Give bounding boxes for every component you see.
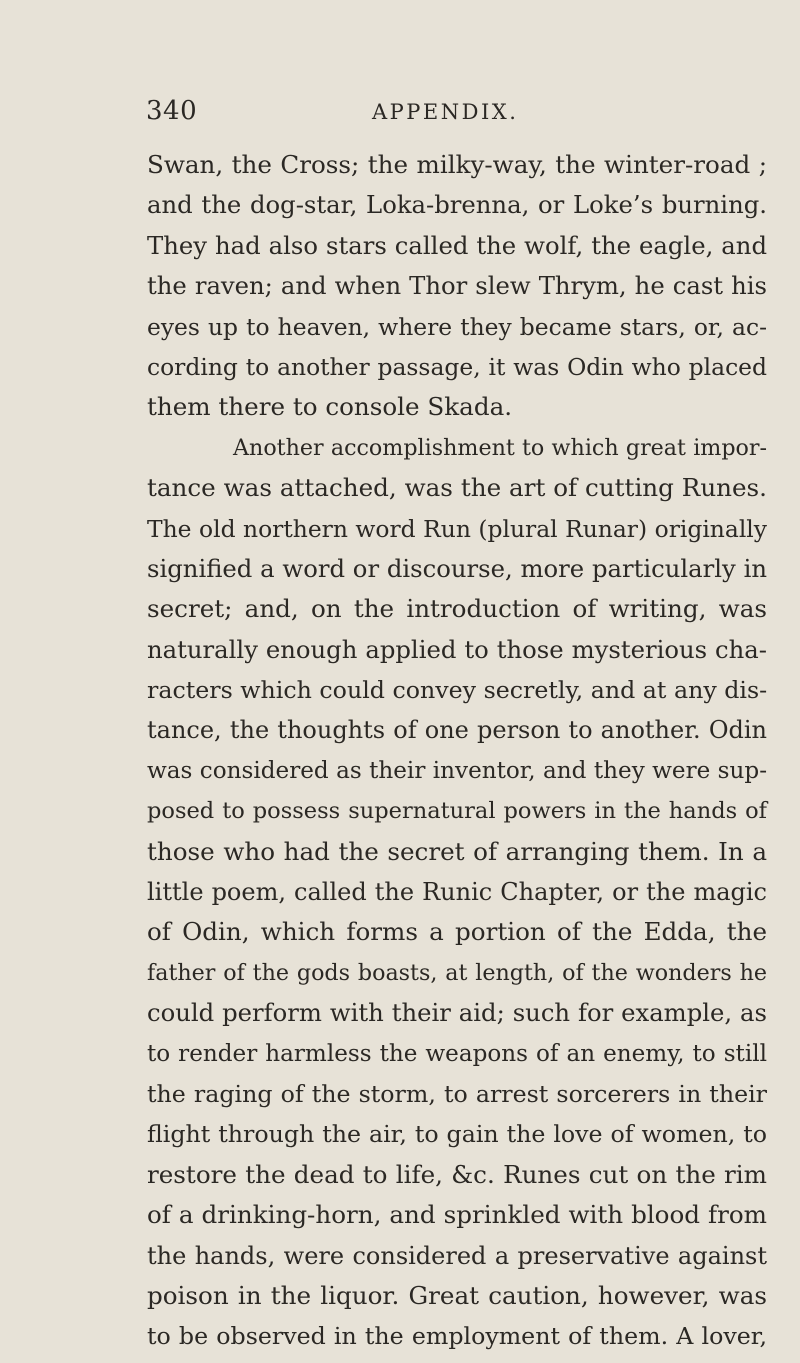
text-line: of a drinking-horn, and sprinkled with blood from — [147, 1200, 767, 1230]
text-line: racters which could convey secretly, and at any dis- — [147, 676, 768, 705]
text-line: the raging of the storm, to arrest sorcerers in their — [147, 1079, 767, 1108]
text-line: eyes up to heaven, where they became stars, or, ac- — [147, 312, 767, 341]
text-line: the hands, were considered a preservative against — [147, 1241, 767, 1270]
text-line: secret; and, on the introduction of writing, was — [147, 594, 767, 624]
text-line: cording to another passage, it was Odin who placed — [147, 352, 767, 381]
text-line: them there to console Skada. — [147, 392, 513, 422]
page-header — [0, 96, 800, 136]
text-line: flight through the air, to gain the love of women, to — [147, 1120, 767, 1149]
text-line: and the dog-star, Loka-brenna, or Loke’s burning. — [147, 190, 767, 220]
text-line: restore the dead to life, &c. Runes cut on the rim — [147, 1159, 767, 1189]
text-line: The old northern word Run (plural Runar) originally — [147, 514, 767, 543]
text-line: naturally enough applied to those mysterious cha- — [147, 634, 767, 664]
text-line: They had also stars called the wolf, the eagle, and — [147, 230, 767, 260]
running-head: APPENDIX. — [372, 100, 519, 124]
text-line: to render harmless the weapons of an enemy, to still — [147, 1040, 767, 1067]
text-line: tance, the thoughts of one person to another. Odin — [147, 716, 767, 745]
text-line: those who had the secret of arranging them. In a — [147, 836, 767, 866]
text-line: tance was attached, was the art of cutting Runes. — [147, 473, 767, 503]
text-line: could perform with their aid; such for example, as — [147, 998, 767, 1028]
text-line: posed to possess supernatural powers in the hands of — [147, 798, 767, 825]
text-line: poison in the liquor. Great caution, however, was — [147, 1280, 767, 1310]
text-line: Swan, the Cross; the milky-way, the winter-road ; — [147, 150, 767, 179]
page-number: 340 — [146, 96, 198, 126]
text-line: signified a word or discourse, more particularly in — [147, 553, 767, 583]
text-line: Another accomplishment to which great impor- — [233, 434, 767, 461]
text-line: father of the gods boasts, at length, of the wonders he — [147, 959, 767, 986]
text-line: was considered as their inventor, and they were sup- — [147, 757, 767, 784]
text-line: to be observed in the employment of them. A lover, — [147, 1322, 767, 1351]
text-line: the raven; and when Thor slew Thrym, he cast his — [147, 271, 767, 301]
text-line: little poem, called the Runic Chapter, or the magic — [147, 878, 767, 907]
body-text — [147, 145, 767, 1357]
text-line: of Odin, which forms a portion of the Edda, the — [147, 917, 767, 947]
